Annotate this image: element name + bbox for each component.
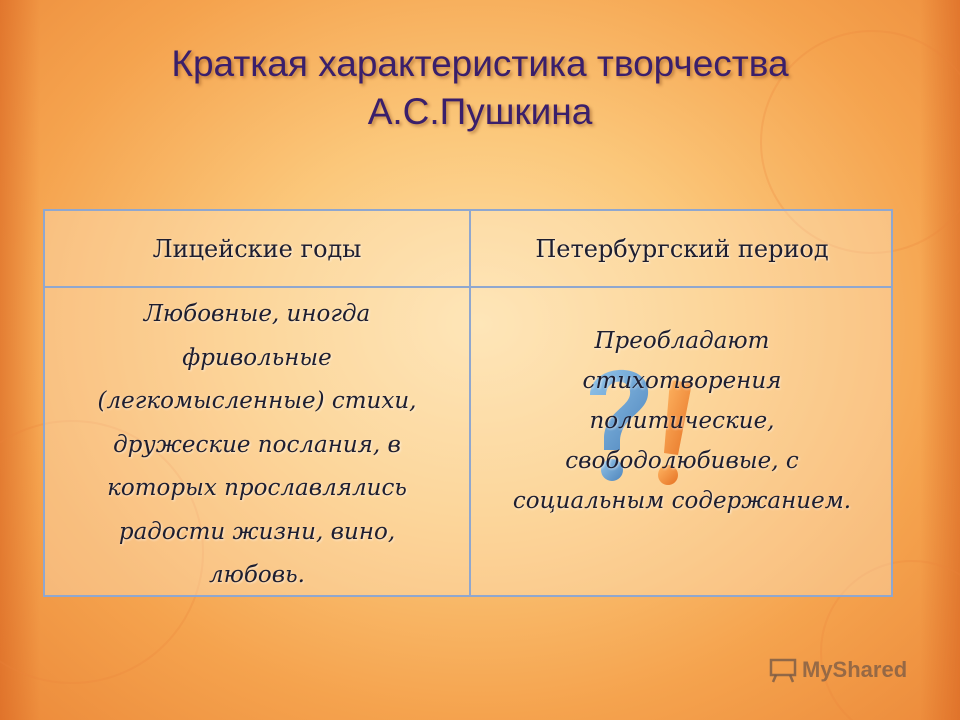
presentation-board-icon xyxy=(768,657,798,683)
slide-title xyxy=(80,40,880,136)
cell-line: фривольные xyxy=(182,344,332,371)
cell-line: Любовные, иногда xyxy=(143,301,371,327)
comparison-table xyxy=(43,209,893,597)
cell-line: дружеские послания, в xyxy=(113,431,401,458)
cell-line: (легкомысленные) стихи, xyxy=(97,388,417,414)
table-cell-lyceum xyxy=(65,293,449,598)
cell-line: которых прославлялись xyxy=(107,475,407,501)
cell-line: радости жизни, вино, xyxy=(118,518,396,545)
table-header-lyceum: Лицейские годы xyxy=(152,234,362,263)
cell-line: стихотворения xyxy=(582,368,782,394)
cell-line: свободолюбивые, с xyxy=(565,448,799,474)
watermark-text: MyShared xyxy=(802,657,908,682)
cell-line: любовь. xyxy=(209,562,305,588)
cell-line: Преобладают xyxy=(594,328,770,354)
table-header-petersburg: Петербургский период xyxy=(535,234,829,263)
table-header-divider xyxy=(45,286,891,288)
cell-line: политические, xyxy=(589,408,775,434)
title-line-2: А.С.Пушкина xyxy=(367,91,593,132)
watermark-logo xyxy=(768,657,907,683)
table-cell-petersburg xyxy=(485,321,879,521)
title-line-1: Краткая характеристика творчества xyxy=(171,43,789,84)
cell-line: социальным содержанием. xyxy=(512,488,852,514)
